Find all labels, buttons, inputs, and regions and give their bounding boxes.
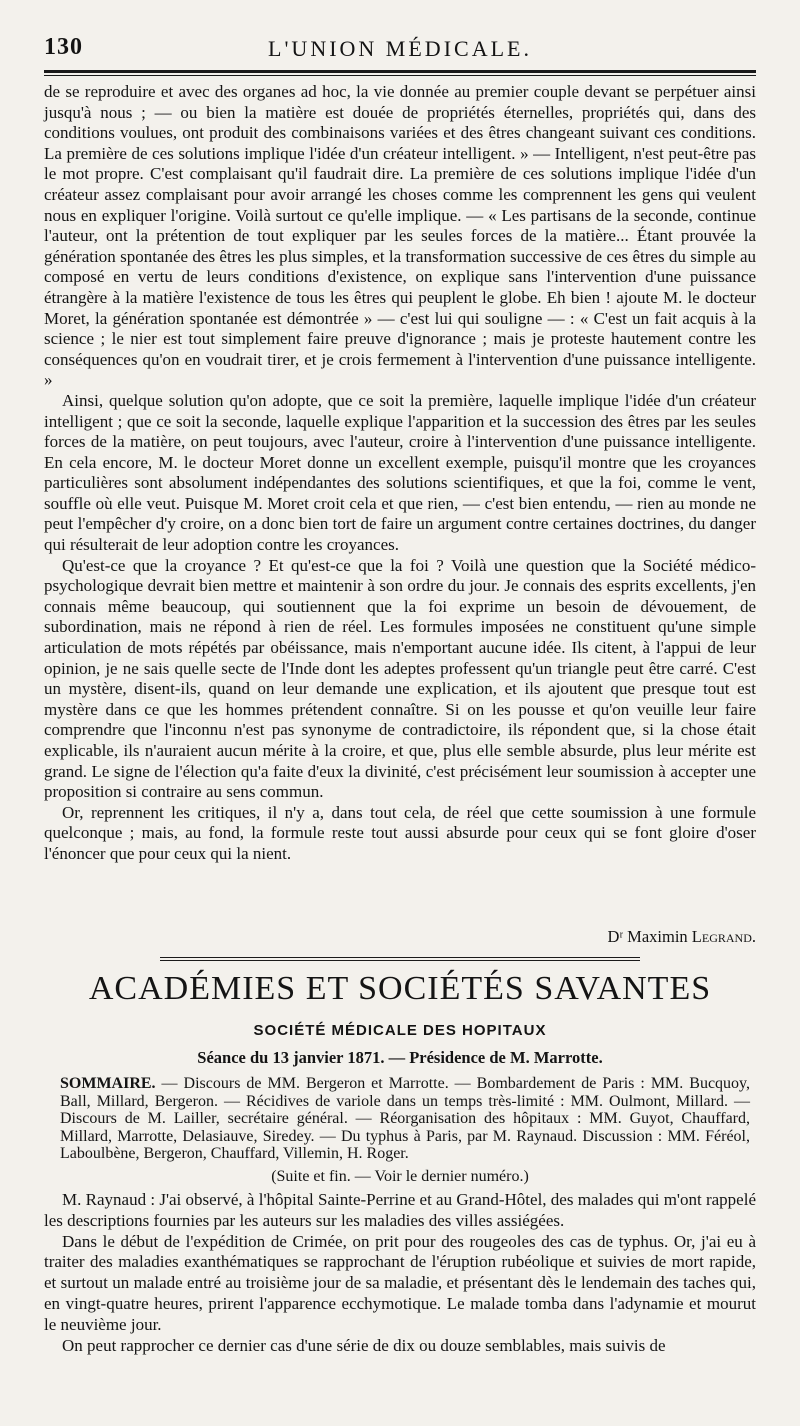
section-title: ACADÉMIES ET SOCIÉTÉS SAVANTES [88,970,712,1007]
sequel-note: (Suite et fin. — Voir le dernier numéro.) [271,1168,529,1185]
author-signature [608,927,756,947]
header-rule-thin [44,75,756,76]
section-divider [160,957,640,961]
session-body [44,1190,756,1356]
signature-name: Legrand. [691,927,756,946]
session-paragraph: Dans le début de l'expédition de Crimée, on prit pour des rougeoles des cas de typhus. Or, j'ai eu à traiter des maladies exanthématiques se rapprochant de l'éruption rubéolique et suivies de mort rapide, et surtout un malade entré au troisième jour de sa maladie, et présentant dès le lendemain des taches qui, en vingt-quatre heures, prirent l'apparence ecchymotique. Le malade tomba dans l'adynamie et mourut le neuvième jour. [44,1231,756,1334]
session-summary [60,1075,750,1163]
header-rule [44,70,756,73]
society-name: SOCIÉTÉ MÉDICALE DES HOPITAUX [253,1022,547,1039]
article-paragraph: Or, reprennent les critiques, il n'y a, dans tout cela, de réel que cette soumission à une formule quelconque ; mais, au fond, la formule reste tout aussi absurde pour ceux qui se font gloire d'oser l'énoncer que pour ceux qui la nient. [44,802,756,863]
session-paragraph: M. Raynaud : J'ai observé, à l'hôpital Sainte-Perrine et au Grand-Hôtel, des malades qui m'ont rappelé les descriptions fournies par les auteurs sur les maladies des villes assiégées. [44,1190,756,1230]
running-header [44,30,756,70]
summary-label: SOMMAIRE. [60,1075,156,1092]
journal-title: L'UNION MÉDICALE. [268,36,532,61]
session-paragraph: On peut rapprocher ce dernier cas d'une série de dix ou douze semblables, mais suivis de [62,1335,666,1355]
article-body [44,82,756,865]
article-paragraph: Qu'est-ce que la croyance ? Et qu'est-ce que la foi ? Voilà une question que la Société médico-psychologique devrait bien mettre et maintenir à son ordre du jour. Je connais des esprits excellents, j'en connais même beaucoup, qui soutiennent que la foi exprime un besoin de dévouement, de subordination, mais ne répond à rien de réel. Les formules imposées ne constituent qu'une simple articulation de mots répétés par obéissance, mais n'emportant aucune idée. Ils citent, à l'appui de leur opinion, je ne sais quelle secte de l'Inde dont les adeptes professent qu'un triangle peut être carré. C'est un mystère, disent-ils, quand on leur demande une explication, et ils ajoutent que presque tout est mystère dans ce que les hommes prétendent connaître. Si on les pousse et qu'on veuille leur faire comprendre que l'inconnu n'est pas synonyme de contradictoire, ils répondent que, si la chose était explicable, ils n'auraient aucun mérite à la croire, et que, plus elle semble absurde, plus leur mérite est grand. Le signe de l'élection qu'a faite d'eux la divinité, c'est précisément leur soumission à accepter une proposition si contraire au sens commun. [44,555,756,802]
article-paragraph: Ainsi, quelque solution qu'on adopte, que ce soit la première, laquelle implique l'idée d'un créateur intelligent ; que ce soit la seconde, laquelle explique l'apparition et la succession des êtres par les seules forces de la matière, on peut toujours, avec l'auteur, croire à l'intervention d'une puissance intelligente. En cela encore, M. le docteur Moret donne un excellent exemple, puisqu'il montre que les croyances particulières sont absolument indépendantes des solutions scientifiques, et que la foi, comme le vent, souffle où elle veut. Puisque M. Moret croit cela et que rien, — c'est bien entendu, — rien au monde ne peut l'empêcher d'y croire, on a donc bien tort de faire un argument contre certaines doctrines, du danger qui résulterait de leur adoption contre les croyances. [44,390,756,555]
summary-text: — Discours de MM. Bergeron et Marrotte. — Bombardement de Paris : MM. Bucquoy, Ball, Millard, Bergeron. — Récidives de variole dans un temps très-limité : MM. Oulmont, Millard. — Discours de M. Lailler, secrétaire général. — Réorganisation des hôpitaux : MM. Guyot, Chauffard, Millard, Marrotte, Delasiauve, Siredey. — Du typhus à Paris, par M. Raynaud. Discussion : MM. Féréol, Laboulbène, Bergeron, Chauffard, Villemin, H. Roger. [60,1075,750,1163]
page-number: 130 [44,34,83,60]
signature-prefix: Dʳ Maximin [607,927,688,946]
article-paragraph: de se reproduire et avec des organes ad hoc, la vie donnée au premier couple devant se perpétuer ainsi jusqu'à nous ; — ou bien la matière est douée de propriétés éternelles, propriétés qui, dans des conditions voulues, ont produit des combinaisons variées et des êtres changeant suivant ces conditions. La première de ces solutions implique l'idée d'un créateur intelligent. » — Intelligent, n'est peut-être pas le mot propre. C'est complaisant qu'il faudrait dire. La première de ces solutions implique l'idée d'un créateur assez complaisant pour avoir arrangé les choses comme les comprennent les gens qui veulent nous en expliquer l'origine. Voilà surtout ce qu'elle implique. — « Les partisans de la seconde, continue l'auteur, ont la prétention de tout expliquer par les seules forces de la matière... Étant prouvée la génération spontanée des êtres les plus simples, et la transformation successive de ces êtres du simple au composé en vertu de leurs conditions d'existence, on explique sans l'intervention d'une puissance étrangère à la matière l'existence de tous les êtres qui peuplent le globe. Eh bien ! ajoute M. le docteur Moret, la génération spontanée est démontrée » — c'est lui qui souligne — : « C'est un fait acquis à la science ; le nier est tout simplement faire preuve d'ignorance ; mais je proteste hautement contre les conséquences qu'on en voudrait tirer, et je crois fermement à l'intervention d'une puissance intelligente. » [44,82,756,390]
session-heading: Séance du 13 janvier 1871. — Présidence de M. Marrotte. [197,1048,603,1067]
